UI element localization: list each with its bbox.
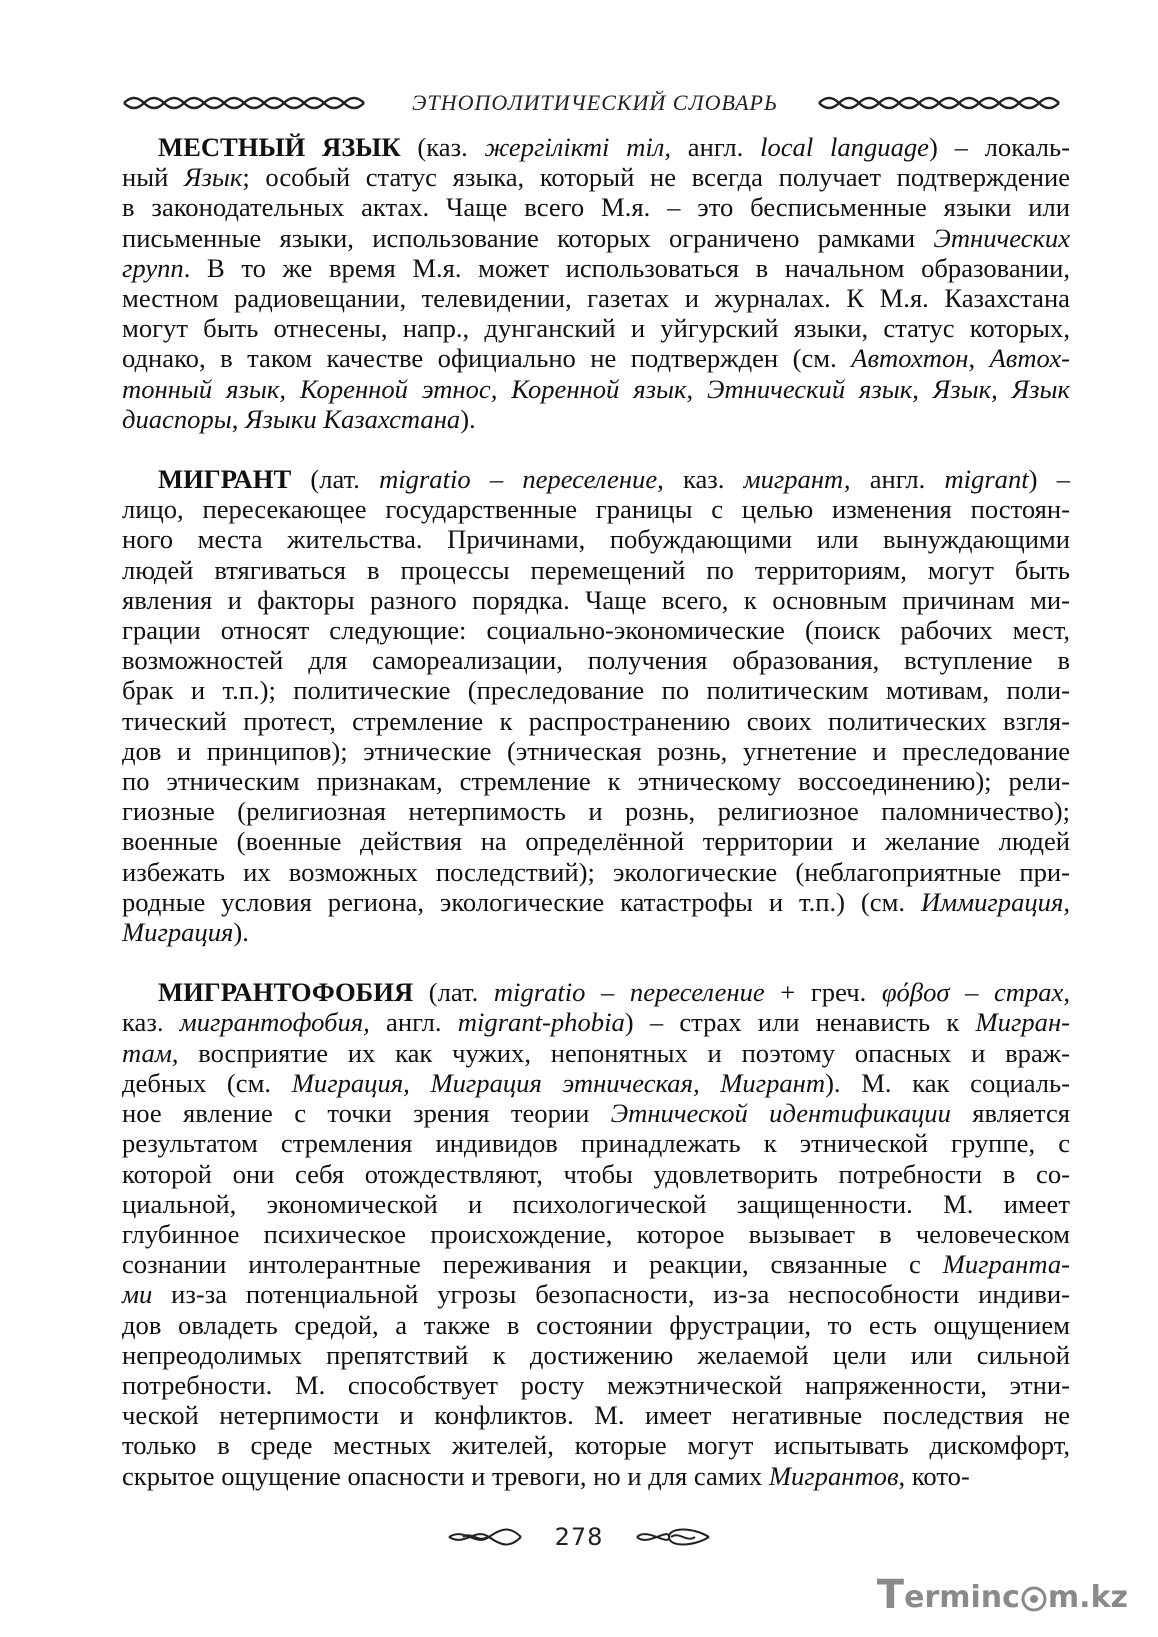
text-line xyxy=(122,887,1070,917)
text-run: тический протест, стремление к распространению своих политических взгля- xyxy=(122,705,1070,736)
italic-text: local language xyxy=(760,132,929,162)
text-run: ; особый статус языка, который не всегда получает подтверждение xyxy=(242,162,1070,193)
text-line xyxy=(122,796,1070,826)
italic-text: Мигран- xyxy=(975,1007,1070,1038)
text-line xyxy=(122,283,1070,313)
text-run: грации относят следующие: социально-экономические (поиск рабочих мест, xyxy=(122,615,1070,646)
entry-headword: МИГРАНТОФОБИЯ xyxy=(158,977,414,1008)
text-run: которой они себя отождествляют, чтобы удовлетворить потребности в со- xyxy=(122,1158,1070,1189)
text-run: дебных (см. xyxy=(122,1067,292,1098)
text-line xyxy=(122,404,1070,434)
text-line xyxy=(122,494,1070,524)
ornament-right-icon xyxy=(815,92,1070,114)
text-line xyxy=(122,645,1070,675)
text-line xyxy=(122,766,1070,796)
italic-text: Этнической идентификации xyxy=(610,1098,951,1129)
page-number: 278 xyxy=(554,1523,604,1551)
text-run: непреодолимых препятствий к достижению желаемой цели или сильной xyxy=(122,1339,1070,1370)
watermark-t: T xyxy=(876,1572,905,1618)
text-run: , каз. xyxy=(657,464,744,495)
text-run: (лат. xyxy=(413,977,494,1008)
text-run: ) – xyxy=(1028,464,1071,495)
text-line xyxy=(122,1159,1070,1189)
text-run: ное явление с точки зрения теории xyxy=(122,1098,611,1129)
text-line xyxy=(122,1219,1070,1249)
italic-text: жергілікті тіл, xyxy=(484,132,672,162)
text-line xyxy=(122,313,1070,343)
text-line xyxy=(122,826,1070,856)
text-line xyxy=(122,1461,1070,1491)
text-line xyxy=(122,192,1070,222)
watermark-suffix: m.kz xyxy=(1047,1580,1128,1615)
footer-ornament-left-icon xyxy=(445,1525,525,1549)
text-line xyxy=(122,1128,1070,1158)
text-run: явления и факторы разного порядка. Чаще всего, к основным причинам ми- xyxy=(122,584,1070,615)
text-line xyxy=(122,1068,1070,1098)
dictionary-text xyxy=(122,132,1070,1521)
text-line xyxy=(122,675,1070,705)
text-run: ного места жительства. Причинами, побуждающими или вынуждающими xyxy=(122,524,1070,555)
text-run: скрытое ощущение опасности и тревоги, но и для самих xyxy=(122,1460,769,1491)
italic-text: Миграция, Миграция этническая, Мигрант xyxy=(291,1067,826,1098)
text-line xyxy=(122,555,1070,585)
dictionary-entry xyxy=(122,132,1070,434)
text-line xyxy=(122,162,1070,192)
text-run: (лат. xyxy=(291,464,380,495)
text-run: . В то же время М.я. может использоваться в начальном образовании, xyxy=(183,252,1070,283)
italic-text: там, xyxy=(122,1037,179,1068)
text-line xyxy=(122,1400,1070,1430)
text-line xyxy=(122,132,1070,162)
text-line xyxy=(122,253,1070,283)
site-watermark xyxy=(876,1572,1128,1618)
footer-ornament-right-icon xyxy=(633,1525,713,1549)
text-line xyxy=(122,1249,1070,1279)
text-run: лицо, пересекающее государственные границы с целью изменения постоян- xyxy=(122,494,1070,525)
text-run: гиозные (религиозная нетерпимость и рознь, религиозное паломничество); xyxy=(122,796,1070,827)
text-run: из-за потенциальной угрозы безопасности, из-за неспособности индиви- xyxy=(152,1279,1070,1310)
text-run: родные условия региона, экологические катастрофы и т.п.) (см. xyxy=(122,886,921,917)
running-header xyxy=(120,88,1070,118)
text-line xyxy=(122,706,1070,736)
text-run: является xyxy=(950,1098,1070,1129)
text-line xyxy=(122,524,1070,554)
text-line xyxy=(122,585,1070,615)
italic-text: Мигрантов xyxy=(768,1460,899,1491)
text-run: + греч. xyxy=(764,977,882,1008)
italic-text: migrant-phobia xyxy=(457,1007,625,1038)
text-run: письменные языки, использование которых ограничено рамками xyxy=(122,222,934,253)
italic-text: migrant xyxy=(944,464,1029,495)
text-line xyxy=(122,1189,1070,1219)
text-run: по этническим признакам, стремление к этническому воссоединению); рели- xyxy=(122,766,1070,797)
italic-text: диаспоры, Языки Казахстана xyxy=(122,403,461,434)
globe-icon xyxy=(1021,1586,1047,1612)
text-line xyxy=(122,615,1070,645)
text-run: англ. xyxy=(671,132,761,162)
text-line xyxy=(122,736,1070,766)
italic-text: migratio – переселение xyxy=(379,464,658,495)
text-run: людей втягиваться в процессы перемещений по территориям, могут быть xyxy=(122,554,1070,585)
watermark-middle: erminc xyxy=(904,1580,1020,1615)
italic-text: групп xyxy=(122,252,184,283)
text-run: возможностей для самореализации, получения образования, вступление в xyxy=(122,645,1070,676)
italic-text: Этнических xyxy=(933,222,1070,253)
header-title: ЭТНОПОЛИТИЧЕСКИЙ СЛОВАРЬ xyxy=(412,90,778,115)
text-line xyxy=(122,1430,1070,1460)
entry-headword: МЕСТНЫЙ ЯЗЫК xyxy=(158,132,401,162)
text-run: ). xyxy=(460,403,476,434)
text-run: избежать их возможных последствий); экологические (неблагоприятные при- xyxy=(122,856,1070,887)
text-line xyxy=(122,1038,1070,1068)
text-run: могут быть отнесены, напр., дунганский и уйгурский языки, статус которых, xyxy=(122,313,1070,344)
italic-text: Язык xyxy=(184,162,243,193)
text-run: ческой нетерпимости и конфликтов. М. имеет негативные последствия не xyxy=(122,1400,1070,1431)
text-run: (каз. xyxy=(400,132,485,162)
text-run: дов овладеть средой, а также в состоянии фрустрации, то есть ощущением xyxy=(122,1309,1070,1340)
text-line xyxy=(122,374,1070,404)
entry-headword: МИГРАНТ xyxy=(158,464,292,495)
text-run: глубинное психическое происхождение, которое вызывает в человеческом xyxy=(122,1218,1070,1249)
text-run: только в среде местных жителей, которые могут испытывать дискомфорт, xyxy=(122,1430,1070,1461)
text-run: результатом стремления индивидов принадлежать к этнической группе, с xyxy=(122,1128,1070,1159)
text-run: , кото- xyxy=(898,1460,970,1491)
text-run: восприятие их как чужих, непонятных и поэтому опасных и враж- xyxy=(178,1037,1070,1068)
text-run: ). xyxy=(233,917,249,948)
text-run: дов и принципов); этнические (этническая рознь, угнетение и преследование xyxy=(122,735,1070,766)
text-run: военные (военные действия на определённой территории и желание людей xyxy=(122,826,1070,857)
dictionary-entry xyxy=(122,977,1070,1490)
text-line xyxy=(122,464,1070,494)
ornament-left-icon xyxy=(120,92,375,114)
italic-text: φόβοσ – страх, xyxy=(881,977,1071,1008)
text-line xyxy=(122,1007,1070,1037)
text-run: англ. xyxy=(850,464,945,495)
text-line xyxy=(122,1279,1070,1309)
dictionary-entry xyxy=(122,464,1070,947)
italic-text: Миграция xyxy=(122,917,234,948)
text-run: однако, в таком качестве официально не подтвержден (см. xyxy=(122,343,852,374)
italic-text: migratio – переселение xyxy=(493,977,765,1008)
text-run: ный xyxy=(122,162,184,193)
italic-text: ми xyxy=(122,1279,153,1310)
italic-text: Автохтон, Автох- xyxy=(851,343,1070,374)
text-run: ) – страх или ненависть к xyxy=(624,1007,976,1038)
text-run: ) – локаль- xyxy=(928,132,1071,162)
text-run: циальной, экономической и психологической защищенности. М. имеет xyxy=(122,1188,1070,1219)
italic-text: Мигранта- xyxy=(942,1249,1070,1280)
text-run: потребности. М. способствует росту межэтнической напряженности, этни- xyxy=(122,1369,1070,1400)
italic-text: мигрантофобия, xyxy=(179,1007,370,1038)
italic-text: тонный язык, Коренной этнос, Коренной язык, Этнический язык, Язык, Язык xyxy=(122,373,1070,404)
text-run: ). М. как социаль- xyxy=(825,1067,1070,1098)
text-run: брак и т.п.); политические (преследование по политическим мотивам, поли- xyxy=(122,675,1070,706)
text-run: в законодательных актах. Чаще всего М.я. – это бесписьменные языки или xyxy=(122,192,1070,223)
text-line xyxy=(122,1098,1070,1128)
text-line xyxy=(122,223,1070,253)
text-run: сознании интолерантные переживания и реакции, связанные с xyxy=(122,1249,943,1280)
page-footer xyxy=(0,1520,1158,1554)
text-run: каз. xyxy=(122,1007,180,1038)
text-line xyxy=(122,857,1070,887)
text-line xyxy=(122,1340,1070,1370)
text-line xyxy=(122,1370,1070,1400)
text-line xyxy=(122,1310,1070,1340)
text-run: местном радиовещании, телевидении, газетах и журналах. К М.я. Казахстана xyxy=(122,283,1070,314)
text-line xyxy=(122,343,1070,373)
text-line xyxy=(122,917,1070,947)
italic-text: мигрант, xyxy=(743,464,851,495)
text-line xyxy=(122,977,1070,1007)
italic-text: Иммиграция, xyxy=(920,886,1070,917)
text-run: англ. xyxy=(369,1007,458,1038)
